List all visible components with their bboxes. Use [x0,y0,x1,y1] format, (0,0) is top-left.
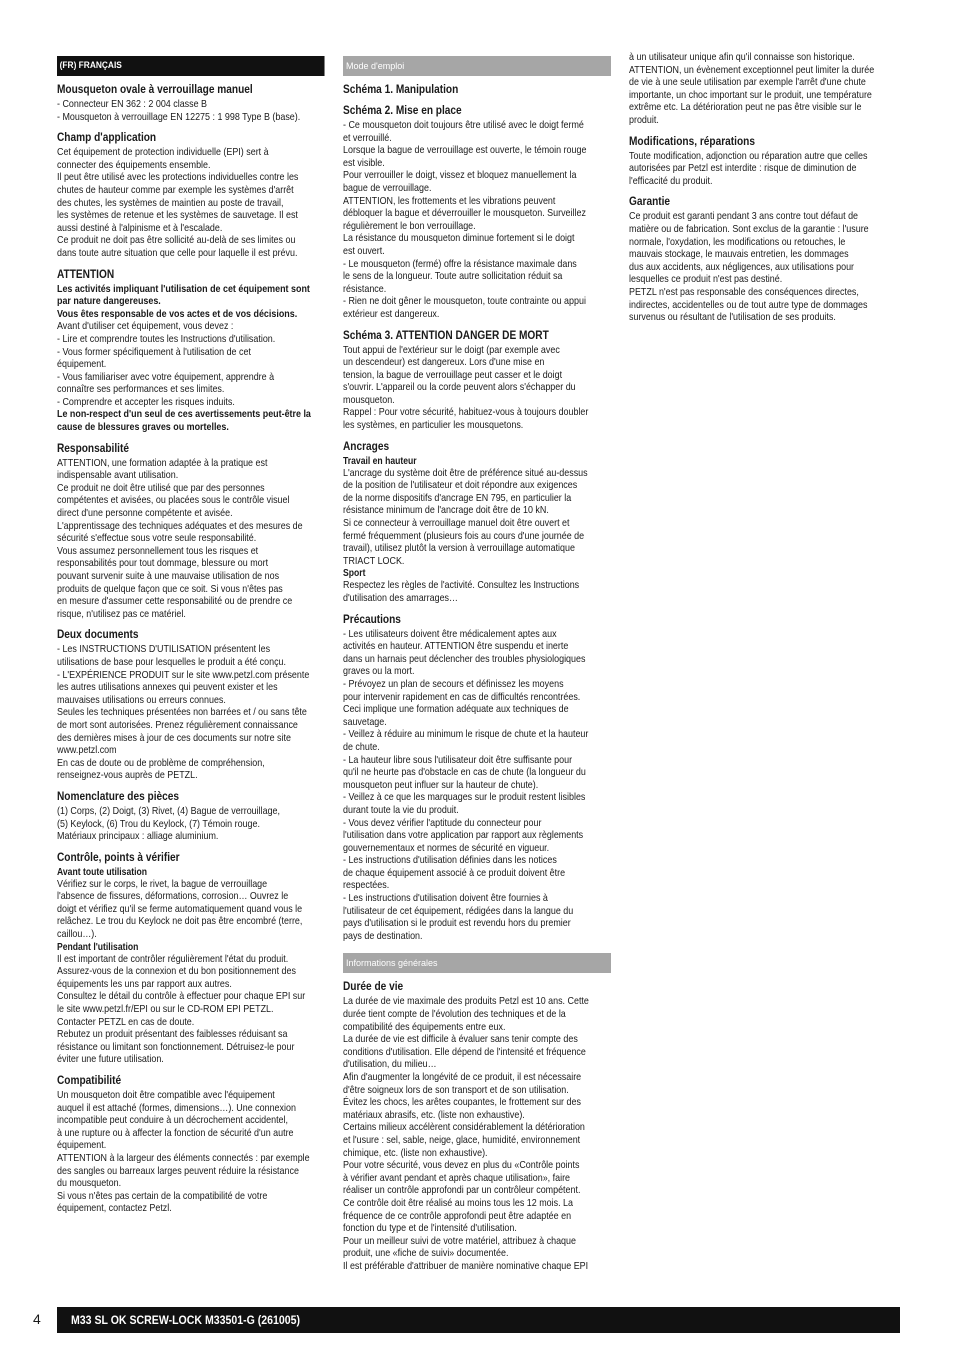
column-2 [343,56,611,1274]
section-usage [343,84,611,943]
section-bar-informations: Informations générales [343,953,611,973]
section-text: - Les utilisateurs doivent être médicalement aptes aux activités en hauteur. ATTENTION être suspendu et inerte dans un harnais peut déclencher des troubles physiologiques graves ou la mort. - Prévoyez un plan de secours et définissez les moyens pour intervenir rapidement en cas de difficultés rencontrées. Ceci implique une formation adéquate aux techniques de sauvetage. - Veillez à réduire au minimum le risque de chute et la hauteur de chute. - La hauteur libre sous l'utilisateur doit être suffisante pour qu'il ne heurte pas d'obstacle en cas de chute (la longueur du mousqueton peut influer sur la hauteur de chute). - Veillez à ce que les marquages sur le produit restent lisibles durant toute la vie du produit. - Vous devez vérifier l'aptitude du connecteur pour l'utilisation dans votre application par rapport aux règlements gouvernementaux et normes de sécurité en vigueur. - Les instructions d'utilisation définies dans les notices de chaque équipement associé à ce produit doivent être respectées. - Les instructions d'utilisation doivent être fournies à l'utilisateur de cet équipement, rédigées dans la langue du pays d'utilisation si le produit est revendu hors du premier pays de destination. [343,628,589,942]
section-title: Garantie [629,196,671,209]
section-title: Schéma 2. Mise en place [343,105,462,117]
section-title: Modifications, réparations [629,135,755,148]
section-product [57,84,325,1216]
section-text: - Connecteur EN 362 : 2 004 classe B - Mousqueton à verrouillage EN 12275 : 1 998 Type B (base). [57,99,301,123]
section-title: Schéma 3. ATTENTION DANGER DE MORT [343,329,549,342]
language-bar: (FR) FRANÇAIS [57,56,325,76]
section-text: Ce produit est garanti pendant 3 ans contre tout défaut de matière ou de fabrication. Sont exclus de la garantie : l'usure normale, l'oxydation, les modifications ou retouches, le mauvais stockage, le mauvais entretien, les dommages dus aux accidents, aux négligences, aux utilisations pour lesquelles ce produit n'est pas destiné. PETZL n'est pas responsable des conséquences directes, indirectes, accidentelles ou de tout autre type de dommages survenus ou résultant de l'utilisation de ses produits. [629,211,869,324]
subsection-title: Sport [343,568,366,580]
section-text: à un utilisateur unique afin qu'il connaisse son historique. ATTENTION, un évènement exceptionnel peut limiter la durée de vie à une seule utilisation par exemple l'arrêt d'une chute importante, un choc important sur le produit, une température extrême etc. La détérioration peut ne pas être visible sur le produit. [629,52,875,126]
footer-bar [57,1307,900,1333]
section-text: - Les INSTRUCTIONS D'UTILISATION présentent les utilisations de base pour lesquelles le produit a été conçu. - L'EXPÉRIENCE PRODUIT sur le site www.petzl.com présente les autres utilisations annexes qui peuvent exister et les mauvaises utilisations ou erreurs connues. Seules les techniques présentées non barrées et / ou sans tête de mort sont autorisées. Prenez régulièrement connaissance des dernières mises à jour de ces documents sur notre site www.petzl.com En cas de doute ou de problème de compréhension, renseignez-vous auprès de PETZL. [57,644,310,782]
section-title: Précautions [343,613,401,626]
section-text: (1) Corps, (2) Doigt, (3) Rivet, (4) Bague de verrouillage, (5) Keylock, (6) Trou du Keylock, (7) Témoin rouge. Matériaux principaux : alliage aluminium. [57,805,280,843]
subsection-title: Pendant l'utilisation [57,941,139,953]
section-text: Respectez les règles de l'activité. Consultez les Instructions d'utilisation des amarrages… [343,580,580,604]
section-title: Contrôle, points à vérifier [57,851,180,864]
section-title: Compatibilité [57,1075,122,1087]
warning-bold-text: Le non-respect d'un seul de ces avertissements peut-être la cause de blessures graves ou mortelles. [57,409,311,434]
warning-bold-text: Les activités impliquant l'utilisation de cet équipement sont par nature dangereuses. Vous êtes responsable de vos actes et de vos décisions. [57,283,310,320]
section-text: Cet équipement de protection individuelle (EPI) sert à connecter des équipements ensemble. Il peut être utilisé avec les protections individuelles contre les chutes de hauteur comme par exemple les systèmes d'arrêt des chutes, les systèmes de maintien au poste de travail, les systèmes de retenue et les systèmes de sauvetage. Il est aussi destiné à l'alpinisme et à l'escalade. Ce produit ne doit pas être sollicité au-delà de ses limites ou dans toute autre situation que celle pour laquelle il est prévu. [57,147,299,259]
section-text: - Ce mousqueton doit toujours être utilisé avec le doigt fermé et verrouillé. Lorsque la bague de verrouillage est ouverte, le témoin rouge est visible. Pour verrouiller le doigt, vissez et bloquez manuellement la bague de verrouillage. ATTENTION, les frottements et les vibrations peuvent débloquer la bague et déverrouiller le mousqueton. Surveillez régulièrement le bon verrouillage. La résistance du mousqueton diminue fortement si le doigt est ouvert. - Le mousqueton (fermé) offre la résistance maximale dans le sens de la longueur. Toute autre sollicitation réduit sa résistance. - Rien ne doit gêner le mousqueton, toute contrainte ou appui extérieur est dangereux. [343,120,587,320]
section-title: Mousqueton ovale à verrouillage manuel [57,84,253,96]
section-bar-mode-emploi: Mode d'emploi [343,56,611,76]
section-title: Schéma 1. Manipulation [343,84,459,96]
section-title: Ancrages [343,440,390,453]
section-modifications [629,136,897,325]
footer-text: M33 SL OK SCREW-LOCK M33501-G (261005) [71,1313,301,1327]
section-text: Un mousqueton doit être compatible avec l'équipement auquel il est attaché (formes, dimensions…). Une connexion incompatible peut conduire à un décrochement accidentel, à une rupture ou à affecter la fonction de sécurité d'un autre équipement. ATTENTION à la largeur des éléments connectés : par exemple des sangles ou barreaux larges peuvent réduire la résistance du mousqueton. Si vous n'êtes pas certain de la compatibilité de votre équipement, contactez Petzl. [57,1090,310,1215]
section-text: L'ancrage du système doit être de préférence situé au-dessus de la position de l'utilisateur et doit répondre aux exigences de la norme dispositifs d'ancrage EN 795, en particulier la résistance minimum de l'ancrage doit être de 10 kN. Si ce connecteur à verrouillage manuel doit être ouvert et fermé fréquemment (plusieurs fois au cours d'une journée de travail), utilisez plutôt la version à verrouillage automatique TRIACT LOCK. [343,467,588,567]
section-title: Responsabilité [57,442,129,455]
subsection-title: Avant toute utilisation [57,866,147,878]
section-text: Tout appui de l'extérieur sur le doigt (par exemple avec un descendeur) est dangereux. Lors d'une mise en tension, la bague de verrouillage peut casser et le doigt s'ouvrir. L'appareil ou la corde peuvent alors s'échapper du mousqueton. Rappel : Pour votre sécurité, habituez-vous à toujours doubler les systèmes, en particulier les mousquetons. [343,344,589,432]
subsection-title: Travail en hauteur [343,455,417,467]
section-text: ATTENTION, une formation adaptée à la pratique est indispensable avant utilisation. Ce produit ne doit être utilisé que par des personnes compétentes et avisées, ou placées sous le contrôle visuel direct d'une personne compétente et avisée. L'apprentissage des techniques adéquates et des mesures de sécurité s'effectue sous votre seule responsabilité. Vous assumez personnellement tous les risques et responsabilités pour tout dommage, blessure ou mort pouvant survenir suite à une mauvaise utilisation de nos produits de quelque façon que ce soit. Si vous n'êtes pas en mesure d'assumer cette responsabilité ou de prendre ce risque, n'utilisez pas ce matériel. [57,457,303,620]
section-text: Avant d'utiliser cet équipement, vous devez : - Lire et comprendre toutes les Instructions d'utilisation. - Vous former spécifiquement à l'utilisation de cet équipement. - Vous familiariser avec votre équipement, apprendre à connaître ses performances et ses limites. - Comprendre et accepter les risques induits. [57,321,276,408]
section-info [343,981,611,1273]
column-3 [629,52,897,325]
section-title: Deux documents [57,629,139,642]
page-number: 4 [33,1311,41,1327]
section-title: Nomenclature des pièces [57,790,180,803]
section-title: ATTENTION [57,268,115,281]
section-text: Toute modification, adjonction ou réparation autre que celles autorisées par Petzl est interdite : risque de diminution de l'efficacité du produit. [629,150,868,187]
section-text: La durée de vie maximale des produits Petzl est 10 ans. Cette durée tient compte de l'évolution des techniques et de la compatibilité des équipements entre eux. La durée de vie est difficile à évaluer sans tenir compte des conditions d'utilisation. Elle dépend de l'intensité et fréquence d'utilisation, du milieu… Afin d'augmenter la longévité de ce produit, il est nécessaire d'être soigneux lors de son transport et de son utilisation. Évitez les chocs, les arêtes coupantes, le frottement sur des matériaux abrasifs, etc. (liste non exhaustive). Certains milieux accélèrent considérablement la détérioration et l'usure : sel, sable, neige, glace, humidité, environnement chimique, etc. (liste non exhaustive). Pour votre sécurité, vous devez en plus du «Contrôle points à vérifier avant pendant et après chaque utilisation», faire réaliser un contrôle approfondi par un contrôleur compétent. Ce contrôle doit être réalisé au moins tous les 12 mois. La fréquence de ce contrôle approfondi peut être adaptée en fonction du type et de l'intensité d'utilisation. Pour un meilleur suivi de votre matériel, attribuez à chaque produit, une «fiche de suivi» documentée. Il est préférable d'attribuer de manière nominative chaque EPI [343,996,589,1272]
section-text: Il est important de contrôler régulièrement l'état du produit. Assurez-vous de la connexion et du bon positionnement des équipements les uns par rapport aux autres. Consultez le détail du contrôle à effectuer pour chaque EPI sur le site www.petzl.fr/EPI ou sur le CD-ROM EPI PETZL. Contacter PETZL en cas de doute. Rebutez un produit présentant des faiblesses réduisant sa résistance ou limitant son fonctionnement. Détruisez-le pour éviter une future utilisation. [57,953,306,1066]
column-1 [57,56,325,1216]
section-title: Durée de vie [343,981,404,994]
section-text: Vérifiez sur le corps, le rivet, la bague de verrouillage l'absence de fissures, déformations, corrosion… Ouvrez le doigt et vérifiez qu'il se ferme automatiquement quand vous le relâchez. Le trou du Keylock ne doit pas être encombré (terre, caillou…). [57,878,303,941]
section-title: Champ d'application [57,132,157,145]
